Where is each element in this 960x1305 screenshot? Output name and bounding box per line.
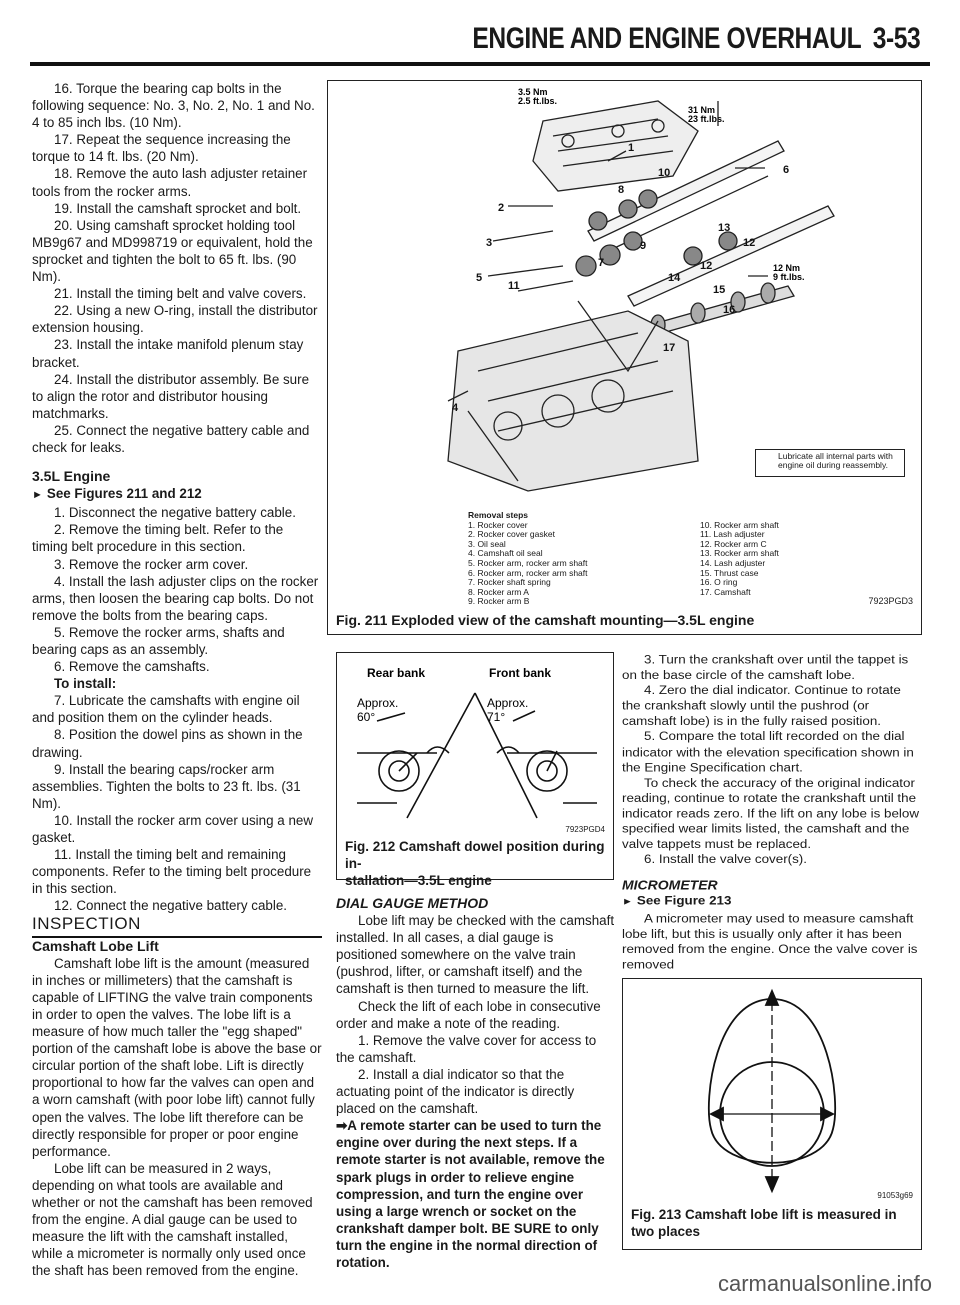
svg-text:12: 12 [700,260,713,272]
procedure-step: 21. Install the timing belt and valve covers. [54,286,307,302]
page-header [0,0,960,70]
svg-text:5: 5 [476,272,483,284]
see-figure-text: See Figure 213 [636,894,732,908]
dowel-position-diagram [337,653,613,833]
see-figures-text: See Figures 211 and 212 [46,486,202,502]
removal-heading: Removal steps [468,510,528,520]
procedure-step: 25. Connect the negative battery cable and check for leaks. [32,422,310,455]
procedure-step: 12. Connect the negative battery cable. [54,898,288,914]
removal-step: 2. Rocker cover gasket [468,529,555,540]
svg-text:6: 6 [783,164,790,176]
procedure-step: 23. Install the intake manifold plenum stay bracket. [32,337,304,370]
angle-label-1: 60° [357,710,376,724]
lobe-measurement-diagram [623,979,921,1199]
micrometer-paragraph: A micrometer may used to measure camshaft lobe lift, but this is usually only after it has been removed from the engine. Once the valve cover is removed [622,911,918,971]
procedure-step: 2. Remove the timing belt. Refer to the timing belt procedure in this section. [32,522,284,555]
lobe-paragraph-1: Camshaft lobe lift is the amount (measured in inches or millimeters) that the camshaft is capable of LIFTING the valve train components in order to open the valves. The lobe lift is a measure of how much taller the "egg shaped" portion of the camshaft lobe is above the base or circular portion of the shaft lobe. Lift is directly proportional to how far the valves can open and a worn camshaft (with poor lobe lift) cannot fully open the valves. The lobe lift therefore can be directly responsible for proper or poor engine performance. [32,955,322,1159]
procedure-step: 19. Install the camshaft sprocket and bolt. [54,200,302,216]
removal-step: 5. Rocker arm, rocker arm shaft [468,557,588,568]
caption-line-1: Fig. 212 Camshaft dowel position during in- [345,839,605,871]
procedure-step: 11. Install the timing belt and remaining components. Refer to the timing belt procedure in this section. [32,847,312,897]
procedure-step: 17. Repeat the sequence increasing the torque to 14 ft. lbs. (20 Nm). [32,132,291,165]
removal-step: 11. Lash adjuster [700,529,765,540]
camshaft-exploded-diagram [328,81,923,501]
torque-label-3b: 9 ft.lbs. [773,272,805,282]
arrow-icon: ► [622,896,633,908]
figure-caption [345,838,613,889]
rear-bank-label: Rear bank [367,666,426,680]
removal-step: 14. Lash adjuster [700,557,766,568]
watermark: carmanualsonline.info [717,1271,932,1296]
removal-list-right [700,521,779,598]
removal-step: 3. Oil seal [468,538,506,549]
dial-step-6: 6. Install the valve cover(s). [644,852,807,867]
lobe-lift-heading: Camshaft Lobe Lift [32,937,159,954]
svg-text:11: 11 [508,280,520,292]
column-middle [336,895,616,1271]
svg-text:3: 3 [486,237,493,249]
micrometer-heading: MICROMETER [622,877,718,893]
dial-step-4: 4. Zero the dial indicator. Continue to rotate the crankshaft slowly until the pushrod (or camshaft lobe) is in the fully raised position. [622,683,901,728]
lobe-paragraph-2: Lobe lift can be measured in 2 ways, depending on what tools are available and whether or not the camshaft has been removed from the engine. A dial gauge can be used to measure the lift with the camshaft installed, while a micrometer is normally only used once the shaft has been removed from the engine. [32,1160,313,1279]
removal-list-left [468,521,588,607]
dial-gauge-heading: DIAL GAUGE METHOD [336,895,489,911]
figure-code: 91053g69 [877,1191,913,1200]
figure-code: 7923PGD4 [565,825,605,834]
dial-step-5: 5. Compare the total lift recorded on the dial indicator with the elevation specification shown in the Engine Specification chart. [622,729,914,774]
column-left [32,80,322,1279]
approx-label-2: Approx. [487,696,529,710]
removal-steps-right [700,511,779,597]
svg-text:17: 17 [663,342,676,354]
removal-step: 9. Rocker arm B [468,596,530,607]
removal-step: 1. Rocker cover [468,519,528,530]
lubricate-note: Lubricate all internal parts with engine oil during reassembly. [778,451,893,470]
angle-label-2: 71° [487,710,506,724]
see-figures [32,485,322,504]
removal-step: 4. Camshaft oil seal [468,548,543,559]
svg-text:8: 8 [618,184,625,196]
torque-label-1: 3.5 Nm [518,87,548,97]
section-title: ENGINE AND ENGINE OVERHAUL [472,22,861,55]
procedure-step: 22. Using a new O-ring, install the distributor extension housing. [32,303,318,336]
torque-label-3: 12 Nm [773,263,801,273]
procedure-step: 5. Remove the rocker arms, shafts and bearing caps as an assembly. [32,624,285,657]
caption-line-2: stallation—3.5L engine [345,873,492,888]
procedure-step: 10. Install the rocker arm cover using a new gasket. [32,812,314,846]
removal-step: 16. O ring [700,577,738,588]
removal-step: 6. Rocker arm, rocker arm shaft [468,567,588,578]
figure-caption [631,1206,897,1240]
removal-step: 17. Camshaft [700,586,751,597]
figure-caption: Fig. 211 Exploded view of the camshaft mounting—3.5L engine [336,612,755,628]
caption-line-2: two places [631,1224,701,1239]
caption-line-1: Fig. 213 Camshaft lobe lift is measured in [631,1207,897,1222]
figure-211 [327,80,922,635]
dial-step-2: 2. Install a dial indicator so that the actuating point of the indicator is directly placed on the camshaft. [336,1066,575,1117]
svg-text:1: 1 [628,142,635,154]
procedure-step: 1. Disconnect the negative battery cable. [54,505,296,521]
procedure-step: 20. Using camshaft sprocket holding tool MB9g67 and MD998719 or equivalent, hold the sprocket and tighten the bolt to 65 ft. lbs. (90 Nm). [32,217,313,285]
procedure-step: 4. Install the lash adjuster clips on the rocker arms, then loosen the bearing cap bolts. Do not remove the bolts from the bearing caps. [32,573,319,623]
procedure-step: 9. Install the bearing caps/rocker arm assemblies. Tighten the bolts to 23 ft. lbs. (31 Nm). [32,761,301,811]
removal-step: 8. Rocker arm A [468,586,529,597]
dial-step-1: 1. Remove the valve cover for access to the camshaft. [336,1032,597,1065]
arrow-icon: ► [32,489,43,502]
accuracy-paragraph: To check the accuracy of the original indicator reading, continue to rotate the crankshaft until the indicator reads zero. If the lift on any lobe is below specified wear limits listed, the camshaft and the valve tappets must be replaced. [622,775,919,851]
page-number: 3-53 [872,22,920,55]
torque-label-2b: 23 ft.lbs. [688,114,725,124]
svg-text:7: 7 [598,257,605,269]
steps-list-b [32,504,322,675]
inspection-heading: INSPECTION [32,915,322,938]
procedure-step: 24. Install the distributor assembly. Be sure to align the rotor and distributor housing matchmarks. [32,371,310,421]
procedure-step: 8. Position the dowel pins as shown in the drawing. [32,727,303,760]
svg-text:4: 4 [452,402,459,414]
torque-label-1b: 2.5 ft.lbs. [518,96,558,106]
removal-step: 10. Rocker arm shaft [700,519,779,530]
dial-paragraph-2: Check the lift of each lobe in consecutive order and make a note of the reading. [336,998,601,1031]
procedure-step: 16. Torque the bearing cap bolts in the following sequence: No. 3, No. 2, No. 1 and No. 4 to 85 inch lbs. (10 Nm). [32,81,315,131]
page-title [472,22,920,56]
lubricate-note-box [755,449,905,477]
see-figure-213 [622,893,922,910]
svg-text:13: 13 [718,222,731,234]
steps-list-c [32,692,322,914]
figure-213 [622,978,922,1250]
removal-step: 13. Rocker arm shaft [700,548,779,559]
svg-text:16: 16 [723,304,736,316]
svg-text:9: 9 [640,240,647,252]
dial-step-3: 3. Turn the crankshaft over until the tappet is on the base circle of the camshaft lobe. [622,652,909,682]
svg-text:10: 10 [658,167,671,179]
torque-label-2: 31 Nm [688,105,716,115]
removal-steps-left [468,511,588,607]
removal-step: 12. Rocker arm C [700,538,767,549]
procedure-step: 3. Remove the rocker arm cover. [54,556,249,572]
dial-paragraph-1: Lobe lift may be checked with the camshaft installed. In all cases, a dial gauge is positioned somewhere on the valve train (pushrod, lifter, or camshaft itself) and the camshaft is then turned to measure the lift. [336,913,615,997]
procedure-step: 6. Remove the camshafts. [54,659,210,675]
remote-starter-note: ➡A remote starter can be used to turn the engine over during the next steps. If a remote starter is not available, remove the spark plugs in order to relieve engine compression, and turn the engine over using a large wrench or socket on the crankshaft damper bolt. BE SURE to only turn the engine in the normal direction of rotation. [336,1118,605,1270]
svg-text:15: 15 [713,284,726,296]
figure-212 [336,652,614,888]
steps-list-a [32,80,322,456]
removal-step: 15. Thrust case [700,567,759,578]
svg-text:14: 14 [668,272,681,284]
engine-heading: 3.5L Engine [32,468,111,485]
svg-text:12: 12 [743,237,756,249]
header-rule [30,62,930,66]
procedure-step: 7. Lubricate the camshafts with engine oil and position them on the cylinder heads. [32,693,300,726]
figure-code: 7923PGD3 [868,596,913,606]
removal-step: 7. Rocker shaft spring [468,577,551,588]
approx-label-1: Approx. [357,696,399,710]
procedure-step: 18. Remove the auto lash adjuster retainer tools from the rocker arms. [32,166,308,199]
to-install-heading: To install: [54,676,117,692]
front-bank-label: Front bank [489,666,551,680]
svg-text:2: 2 [498,202,505,214]
column-right [622,652,922,972]
